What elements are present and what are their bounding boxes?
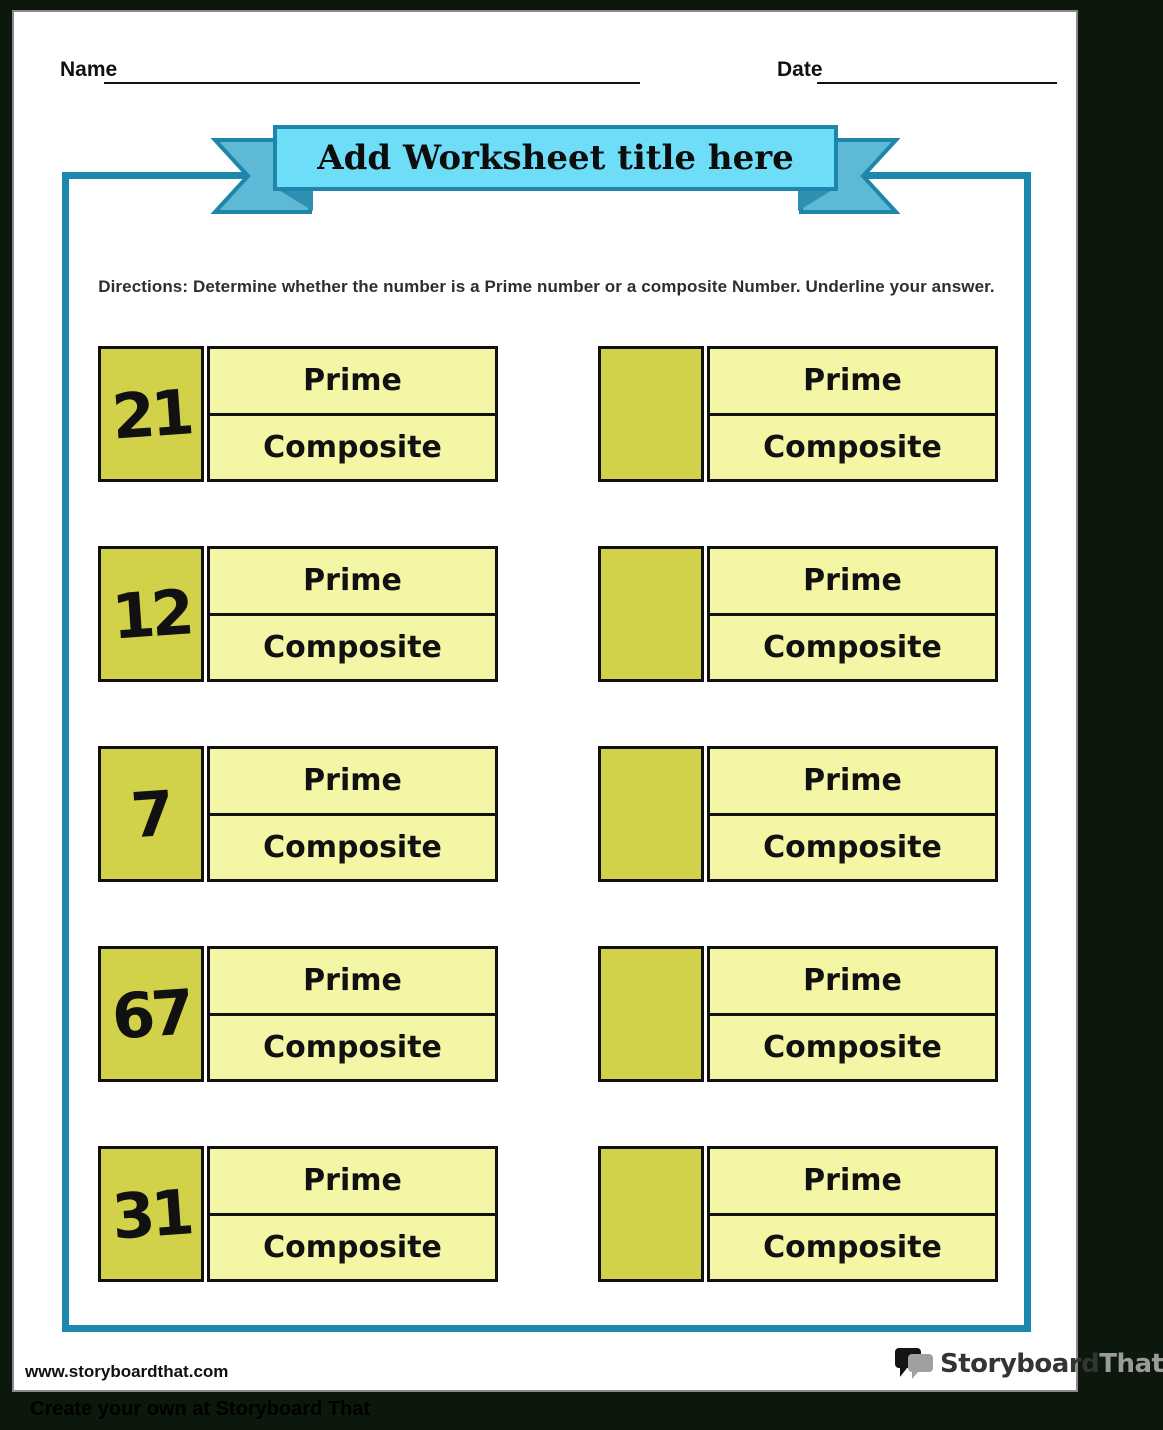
speech-bubbles-icon (895, 1346, 935, 1382)
composite-option[interactable]: Composite (207, 413, 498, 483)
date-label: Date (777, 58, 823, 81)
answer-options (207, 746, 498, 882)
question-number-box (598, 946, 704, 1082)
composite-option[interactable]: Composite (707, 413, 998, 483)
footer-website-url: www.storyboardthat.com (25, 1362, 229, 1381)
prime-option[interactable]: Prime (707, 346, 998, 416)
question-number: 67 (109, 974, 193, 1054)
composite-option[interactable]: Composite (707, 813, 998, 883)
answer-options (707, 746, 998, 882)
question-card (598, 746, 998, 882)
question-number-box (598, 546, 704, 682)
worksheet-title[interactable]: Add Worksheet title here (317, 138, 794, 178)
prime-option[interactable]: Prime (707, 1146, 998, 1216)
answer-options (707, 946, 998, 1082)
prime-option[interactable]: Prime (707, 546, 998, 616)
prime-option[interactable]: Prime (207, 1146, 498, 1216)
prime-option[interactable]: Prime (707, 946, 998, 1016)
question-number: 21 (109, 374, 193, 454)
question-number-box (98, 946, 204, 1082)
logo-that-text: That (1099, 1349, 1163, 1379)
question-card (98, 746, 498, 882)
question-card (598, 1146, 998, 1282)
questions-grid (98, 346, 998, 1282)
answer-options (207, 1146, 498, 1282)
name-label: Name (60, 58, 118, 81)
question-number-box (598, 746, 704, 882)
answer-options (707, 346, 998, 482)
question-number-box (98, 346, 204, 482)
question-card (598, 946, 998, 1082)
question-number-box (598, 346, 704, 482)
bottom-tagline: Create your own at Storyboard That (30, 1398, 371, 1420)
composite-option[interactable]: Composite (207, 1013, 498, 1083)
answer-options (707, 546, 998, 682)
question-number-box (98, 1146, 204, 1282)
directions-text: Directions: Determine whether the number is a Prime number or a composite Number. Underline your answer. (98, 277, 995, 296)
question-number-box (598, 1146, 704, 1282)
storyboardthat-logo (895, 1346, 1163, 1382)
composite-option[interactable]: Composite (207, 813, 498, 883)
question-card (98, 946, 498, 1082)
question-card (598, 346, 998, 482)
question-card (98, 1146, 498, 1282)
prime-option[interactable]: Prime (707, 746, 998, 816)
prime-option[interactable]: Prime (207, 946, 498, 1016)
question-number: 7 (128, 776, 174, 852)
question-card (598, 546, 998, 682)
prime-option[interactable]: Prime (207, 546, 498, 616)
logo-storyboard-text: Storyboard (940, 1349, 1100, 1379)
logo-text (940, 1349, 1163, 1379)
question-number-box (98, 546, 204, 682)
question-card (98, 346, 498, 482)
prime-option[interactable]: Prime (207, 746, 498, 816)
composite-option[interactable]: Composite (207, 1213, 498, 1283)
prime-option[interactable]: Prime (207, 346, 498, 416)
title-ribbon (0, 0, 1091, 230)
answer-options (207, 946, 498, 1082)
composite-option[interactable]: Composite (707, 1213, 998, 1283)
question-number: 31 (109, 1174, 193, 1254)
composite-option[interactable]: Composite (707, 1013, 998, 1083)
answer-options (707, 1146, 998, 1282)
answer-options (207, 546, 498, 682)
question-number-box (98, 746, 204, 882)
answer-options (207, 346, 498, 482)
composite-option[interactable]: Composite (207, 613, 498, 683)
composite-option[interactable]: Composite (707, 613, 998, 683)
question-card (98, 546, 498, 682)
question-number: 12 (109, 574, 193, 654)
